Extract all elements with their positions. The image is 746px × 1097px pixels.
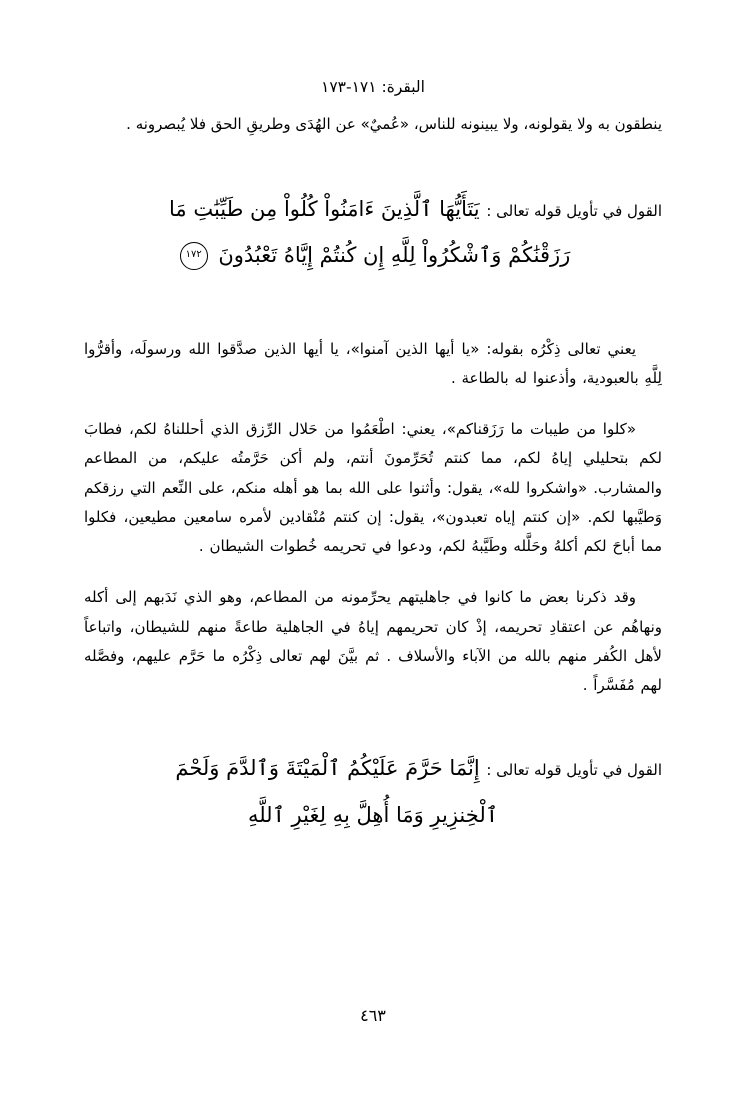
quran-quote-block-1 [84,187,662,277]
quote-lead-in-2: القول في تأويل قوله تعالى : [486,761,662,780]
quran-verse-text-1b: رَزَقْنَٰكُمْ وَٱشْكُرُواْ لِلَّهِ إِن كُنتُمْ إِيَّاهُ تَعْبُدُونَ [218,242,571,267]
spacer [84,277,662,335]
quran-quote-line-1 [84,187,662,231]
quran-quote-line-4 [84,793,662,837]
page-header-reference: البقرة: ١٧١-١٧٣ [321,78,425,96]
quran-quote-line-2 [84,233,662,277]
quran-verse-text-2a: إِنَّمَا حَرَّمَ عَلَيْكُمُ ٱلْمَيْتَةَ وَٱلدَّمَ وَلَحْمَ [175,756,480,781]
body-paragraph: يعني تعالى ذِكْرُه بقوله: «يا أيها الذين آمنوا»، يا أيها الذين صدَّقوا الله ورسولَه، وأقرُّوا لِلَّهِ بالعبودية، وأذعنوا له بالطاعة . [84,339,662,387]
ayah-number-marker: ١٧٢ [180,242,208,270]
spacer [84,139,662,187]
quran-quote-line-3 [84,746,662,790]
page-number: ٤٦٣ [360,1006,386,1025]
spacer [84,397,662,415]
quote-lead-in-1: القول في تأويل قوله تعالى : [486,201,662,220]
spacer [84,565,662,583]
quran-verse-text-1a: يَتَأَيُّهَا ٱلَّذِينَ ءَامَنُواْ كُلُواْ مِن طَيِّبَٰتِ مَا [169,196,480,221]
quran-verse-text-2b: ٱلْخِنزِيرِ وَمَا أُهِلَّ بِهِ لِغَيْرِ ٱللَّهِ [247,802,499,827]
body-paragraph: «كلوا من طيبات ما رَزَقناكم»، يعني: اطْعَمُوا من حَلال الرِّزق الذي أحللناهُ لكم، فطابَ لكم بتحليلي إياهُ لكم، مما كنتم تُحَرِّمونَ أنتم، ولم أكن حَرَّمتُه عليكم، من المطاعم والمشارب. «واشكروا لله»، يقول: وأثنوا على الله بما هو أهله منكم، على النِّعم التي رزقكم وَطيَّبها لكم. «إن كنتم إياه تعبدون»، يقول: إن كنتم مُنْقادين لأمره سامعين مطيعين، فكلوا مما أباحَ لكم أكلهُ وحَلَّله وطَيَّبهُ لكم، ودعوا في تحريمه خُطوات الشيطان . [84,420,662,556]
body-paragraph: وقد ذكرنا بعض ما كانوا في جاهليتهم يحرِّمونه من المطاعم، وهو الذي نَدَبهم إلى أكله ونهاهُم عن اعتقادِ تحريمه، إذْ كان تحريمهم إياهُ في الجاهلية طاعةً منهم للشيطان، واتباعاً لأهل الكُفر منهم بالله من الآباء والأسلاف . ثم بيَّنَ لهم تعالى ذِكْرُه ما حَرَّم عليهم، وفصَّله لهم مُفَسَّراً . [84,588,662,695]
quran-quote-block-2 [84,746,662,836]
spacer [84,704,662,738]
top-paragraph: ينطقون به ولا يقولونه، ولا يبينونه للناس، «عُميٌ» عن الهُدَى وطريقِ الحق فلا يُبصرونه . [126,115,662,133]
